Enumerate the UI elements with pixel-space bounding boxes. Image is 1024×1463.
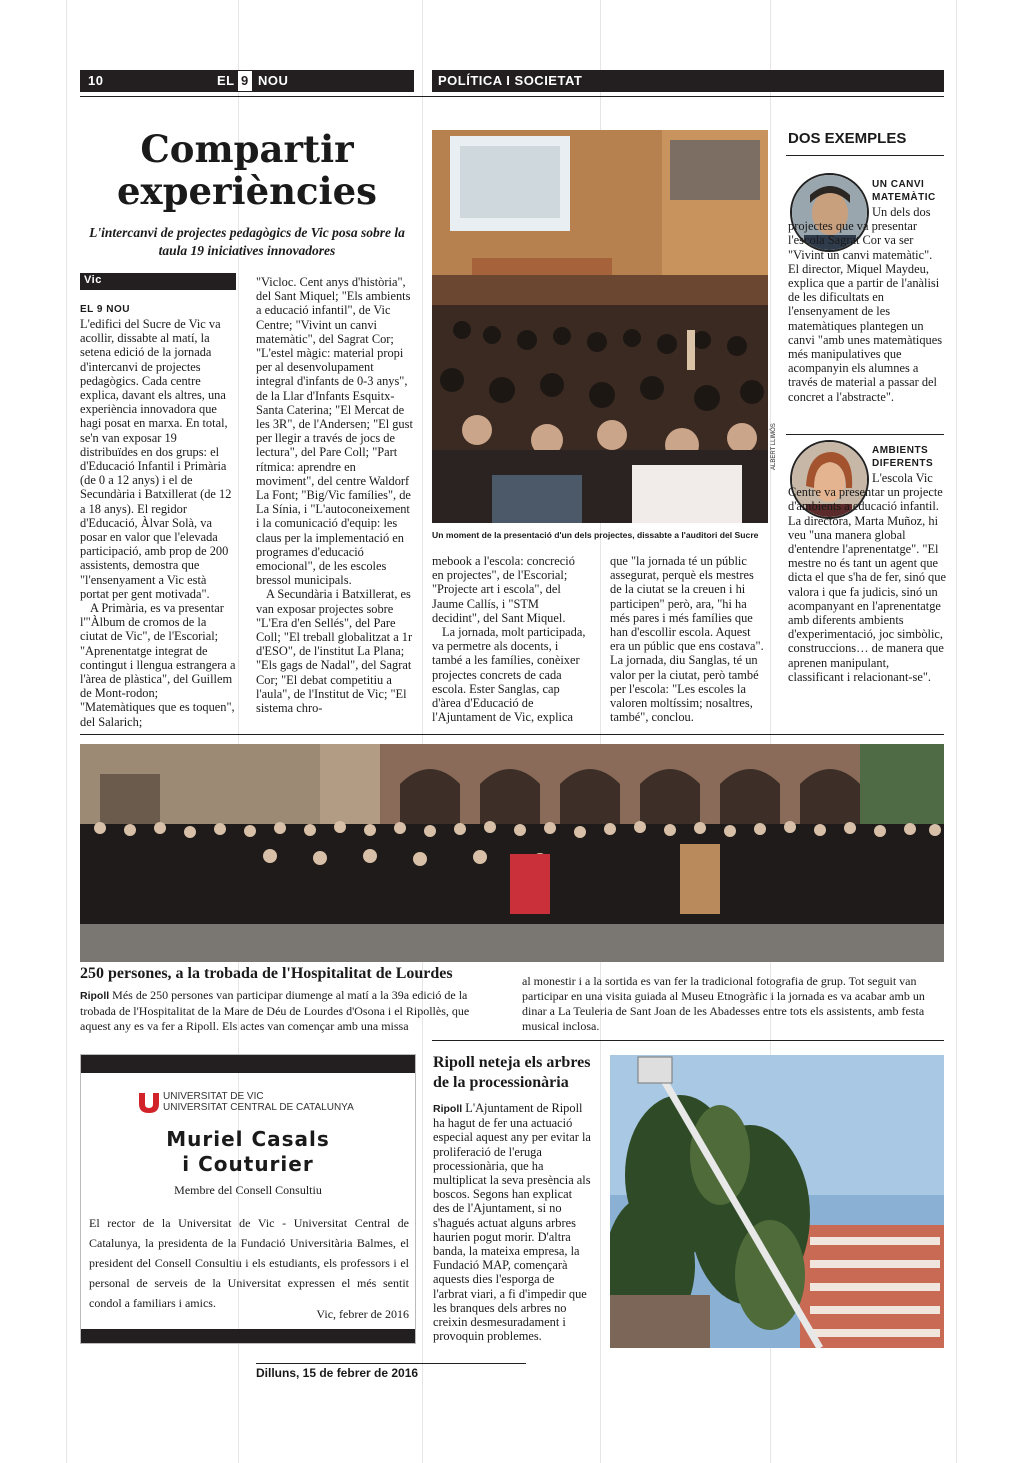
photo-caption: Un moment de la presentació d'un dels projectes, dissabte a l'auditori del Sucre — [432, 530, 759, 540]
lourdes-text: Més de 250 persones van participar diumenge al matí a la 39a edició de la trobada de l'Hospitalitat de la Mare de Déu de Lourdes d'Osona i el Ripollès, que aquest any es va fer a Ripoll. Els actes van començar amb una missa — [80, 988, 470, 1033]
obituary-text: El rector de la Universitat de Vic - Universitat Central de Catalunya, la presidenta de la Fundació Universitària Balmes, el president del Consell Consultiu i els estudiants, els professors i el personal de serveis de la Universitat expressen el més sentit condol a familiars i amics. — [89, 1216, 409, 1310]
obituary-signoff: Vic, febrer de 2016 — [316, 1307, 409, 1321]
sidebar-divider — [786, 434, 944, 435]
obituary-role: Membre del Consell Consultiu — [174, 1183, 322, 1197]
headline-line: Ripoll neteja els arbres — [433, 1054, 591, 1071]
footer-date: Dilluns, 15 de febrer de 2016 — [256, 1366, 419, 1380]
section-bar — [432, 70, 944, 92]
page-number: 10 — [88, 73, 104, 88]
uvic-logo-text — [163, 1091, 354, 1113]
obituary-name — [81, 1127, 415, 1177]
name-line: Muriel Casals — [166, 1127, 330, 1151]
story-column-4 — [610, 554, 768, 724]
middle-rule — [80, 734, 944, 735]
kicker-line: DIFERENTS — [872, 458, 934, 469]
headline-line-2: experiències — [117, 169, 377, 213]
brand-el: EL — [217, 73, 235, 88]
sidebar-text-1 — [788, 205, 946, 404]
story-paragraph: que "la jornada té un públic assegurat, perquè els mestres de la ciutat se la creuen i hi participen" però, ara, "hi ha més pares i més famílies que han d'escollir escola. Aquest era un públic que ens costava". La jornada, diu Sanglas, té un valor per la ciutat, però també per l'escola: "Les escoles la valoren moltíssim; nosaltres, també", conclou. — [610, 554, 764, 725]
brand-number: 9 — [238, 71, 252, 91]
sidebar-kicker-1 — [872, 178, 936, 204]
lower-rule — [432, 1040, 944, 1041]
obituary-top-bar — [81, 1055, 415, 1073]
ripoll-location: Ripoll — [433, 1103, 463, 1115]
header-rule — [80, 96, 944, 97]
crane-tree-photo — [610, 1055, 944, 1348]
location-label: Vic — [84, 274, 102, 286]
headline-line: de la processionària — [433, 1074, 569, 1091]
subheadline: L'intercanvi de projectes pedagògics de Vic posa sobre la taula 19 iniciatives innovadores — [89, 225, 405, 258]
section-title: POLÍTICA I SOCIETAT — [438, 73, 583, 88]
lourdes-group-photo — [80, 744, 944, 962]
sidebar-paragraph: Un dels dos projectes que va presentar l'escola Sagrat Cor va ser "Vivint un canvi matemàtic". El director, Miquel Maydeu, explica que a partir de l'anàlisi de les dificultats en l'ensenyament de les matemàtiques plantegen un canvi "amb unes matemàtiques més manipulatives que acompanyin els alumnes a través de material a passar del concret a l'abstracte". — [788, 205, 943, 404]
story-paragraph: L'edifici del Sucre de Vic va acollir, dissabte al matí, la setena edició de la jornada d'intercanvi de projectes pedagògics. Cada centre explica, davant els altres, una experiència innovadora que hagi posat en marxa. En total, se'n van exposar 19 distribuïdes en dos grups: el d'Educació Infantil i Primària (de 0 a 12 anys) i el de Secundària i Batxillerat (de 12 a 18 anys). El regidor d'Educació, Àlvar Solà, va posar en valor que l'elevada participació, amb prop de 200 assistents, demostra que "l'ensenyament a Vic està portat per gent motivada". — [80, 317, 232, 601]
story-column-3 — [432, 554, 588, 724]
photo-credit: ALBERT LLIMÓS — [771, 423, 777, 470]
byline: EL 9 NOU — [80, 304, 130, 315]
ripoll-body: L'Ajuntament de Ripoll ha hagut de fer una actuació especial aquest any per evitar la proliferació de l'eruga processionària, que ha multiplicat la seva presència als boscos. Segons han explicat des de l'Ajuntament, si no s'hagués actuat alguns arbres haurien pogut morir. D'altra banda, la mateixa empresa, la Fundació MAP, començarà aquests dies l'esporga de l'arbrat viari, a fi d'impedir que les branques dels arbres no creixin desmesuradament i provoquin problemes. — [433, 1101, 591, 1344]
uvic-logo — [139, 1093, 159, 1113]
obituary-box — [80, 1054, 416, 1344]
sidebar-paragraph: L'escola Vic Centre va presentar un projecte d'ambients a educació infantil. La directora, Marta Muñoz, hi veu "una manera global d'entendre l'aprenentatge". "El mestre no és tant un agent que dicta el que s'ha de fer, sinó que valora i que fa judicis, sinó un acompanyant en l'aprenentatge amb diferents ambients d'experimentació, joc simbòlic, construccions… de manera que aprenen manipulant, classificant i relacionant-se". — [788, 471, 946, 684]
story-paragraph: "Vicloc. Cent anys d'història", del Sant Miquel; "Els ambients a educació infantil", de Vic Centre; "Vivint un canvi matemàtic", del Sagrat Cor; "L'estel màgic: material propi per al desenvolupament integral d'infants de 0-3 anys", de la Llar d'Infants Esquitx-Santa Caterina; "El Mercat de les 3R", de l'Andersen; "El gust per llegir a través de jocs de lectura", del Pare Coll; "Part rítmica: aprendre en moviment", del centre Waldorf La Font; "Big/Vic famílies", de La Sínia, i "L'autoconeixement i la comunicació d'equip: les claus per la implementació en programes d'educació emocional", de les escoles bressol municipals. — [256, 275, 413, 588]
logo-line: UNIVERSITAT CENTRAL DE CATALUNYA — [163, 1102, 354, 1113]
headline — [80, 128, 414, 212]
ripoll-text — [433, 1101, 591, 1343]
header-bar-left — [80, 70, 414, 92]
name-line: i Couturier — [182, 1152, 314, 1176]
auditorium-photo — [432, 130, 768, 523]
story-paragraph: A Secundària i Batxillerat, es van exposar projectes sobre "L'Era d'en Sellés", del Pare Coll; "El treball globalitzat a 1r d'ESO", de l'institut La Plana; "Els gags de Nadal", del Sagrat Cor; "El debat competitiu a l'aula", de l'Institut de Vic; "El sistema chro- — [256, 587, 413, 716]
lourdes-text-right — [522, 974, 944, 1034]
story-paragraph: La jornada, molt participada, va permetre als docents, i també a les famílies, conèixer projectes concrets de cada escola. Ester Sanglas, cap d'àrea d'Educació de l'Ajuntament de Vic, explica — [432, 625, 586, 725]
headline-line-1: Compartir — [140, 127, 354, 171]
brand-nou: NOU — [258, 73, 289, 88]
sidebar-rule — [786, 155, 944, 156]
story-paragraph: mebook a l'escola: concreció en projectes", de l'Escorial; "Projecte art i escola", del Jaume Callís, i "STM decidint", del Sant Miquel. — [432, 554, 575, 625]
uvic-logo-mark — [139, 1093, 159, 1113]
lourdes-text-left — [80, 988, 500, 1034]
logo-line: UNIVERSITAT DE VIC — [163, 1091, 264, 1102]
footer-rule — [256, 1363, 526, 1364]
ripoll-headline — [433, 1053, 590, 1093]
kicker-line: AMBIENTS — [872, 445, 929, 456]
sidebar-kicker-2 — [872, 444, 933, 470]
location-bar — [80, 273, 236, 290]
kicker-line: UN CANVI — [872, 179, 925, 190]
story-paragraph: A Primària, es va presentar l'"Àlbum de cromos de la ciutat de Vic", de l'Escorial; "Aprenentatge integrat de contingut i llengua estrangera a l'àrea de plàstica", del Guillem de Mont-rodon; "Matemàtiques que es toquen", del Salarich; — [80, 601, 236, 729]
obituary-bottom-bar — [81, 1329, 415, 1343]
lourdes-location: Ripoll — [80, 990, 110, 1002]
lourdes-text: al monestir i a la sortida es van fer la tradicional fotografia de grup. Tot seguit van participar en una visita guiada al Museu Etnogràfic i la jornada es va acabar amb un dinar a La Teuleria de Sant Joan de les Abadesses entre tots els assistents, amb festa musical inclosa. — [522, 974, 925, 1033]
story-column-2 — [256, 275, 414, 715]
story-column-1 — [80, 317, 236, 729]
lourdes-headline: 250 persones, a la trobada de l'Hospitalitat de Lourdes — [80, 965, 453, 982]
kicker-line: MATEMÀTIC — [872, 192, 936, 203]
sidebar-text-2 — [788, 471, 946, 684]
sidebar-heading: DOS EXEMPLES — [788, 130, 907, 147]
